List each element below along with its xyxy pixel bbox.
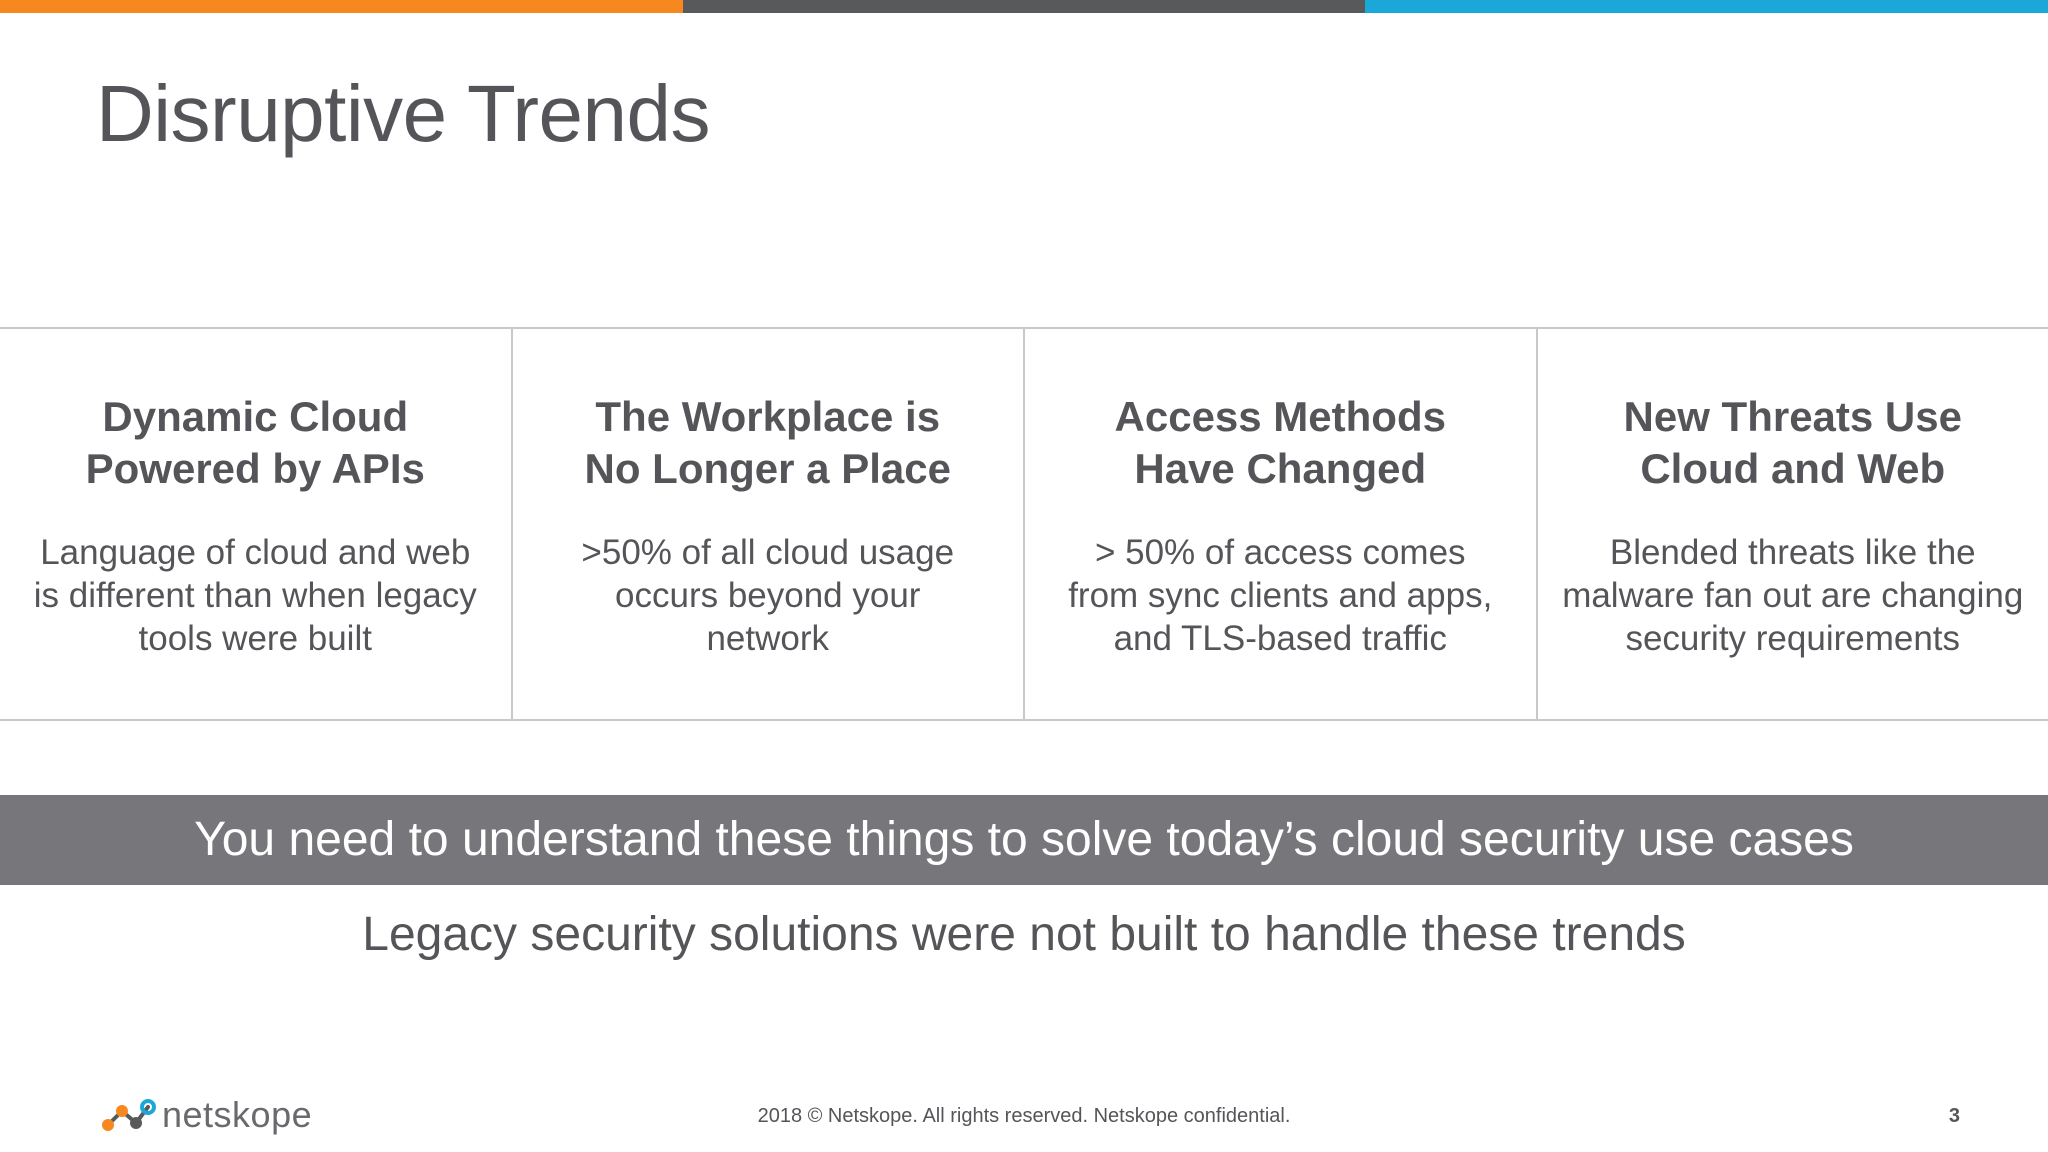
trend-column-apis	[0, 329, 513, 719]
top-bar-gray-segment	[683, 0, 1366, 13]
trend-column-access-methods	[1025, 329, 1538, 719]
trend-description: Language of cloud and web is different than when legacy tools were built	[33, 533, 477, 658]
subtext: Legacy security solutions were not built to handle these trends	[362, 908, 1686, 961]
trend-description: > 50% of access comes from sync clients and apps, and TLS-based traffic	[1068, 533, 1493, 658]
logo-wordmark: netskope	[162, 1094, 313, 1135]
trend-column-new-threats	[1538, 329, 2048, 719]
trend-heading: Dynamic Cloud Powered by APIs	[85, 393, 425, 492]
top-bar-blue-segment	[1365, 0, 2048, 13]
trend-heading: The Workplace is No Longer a Place	[584, 393, 951, 492]
trends-row	[0, 327, 2048, 721]
top-color-bar	[0, 0, 2048, 13]
trend-description: >50% of all cloud usage occurs beyond your network	[581, 533, 955, 658]
trend-description: Blended threats like the malware fan out are changing security requirements	[1562, 533, 2024, 658]
trend-heading: Access Methods Have Changed	[1114, 393, 1446, 492]
trend-heading: New Threats Use Cloud and Web	[1623, 393, 1962, 492]
slide-title: Disruptive Trends	[96, 69, 710, 158]
callout-banner: You need to understand these things to solve today’s cloud security use cases	[0, 795, 2048, 885]
trend-column-workplace	[513, 329, 1026, 719]
page-number: 3	[1948, 1105, 1960, 1127]
footer-copyright: 2018 © Netskope. All rights reserved. Netskope confidential.	[757, 1105, 1291, 1127]
top-bar-orange-segment	[0, 0, 683, 13]
